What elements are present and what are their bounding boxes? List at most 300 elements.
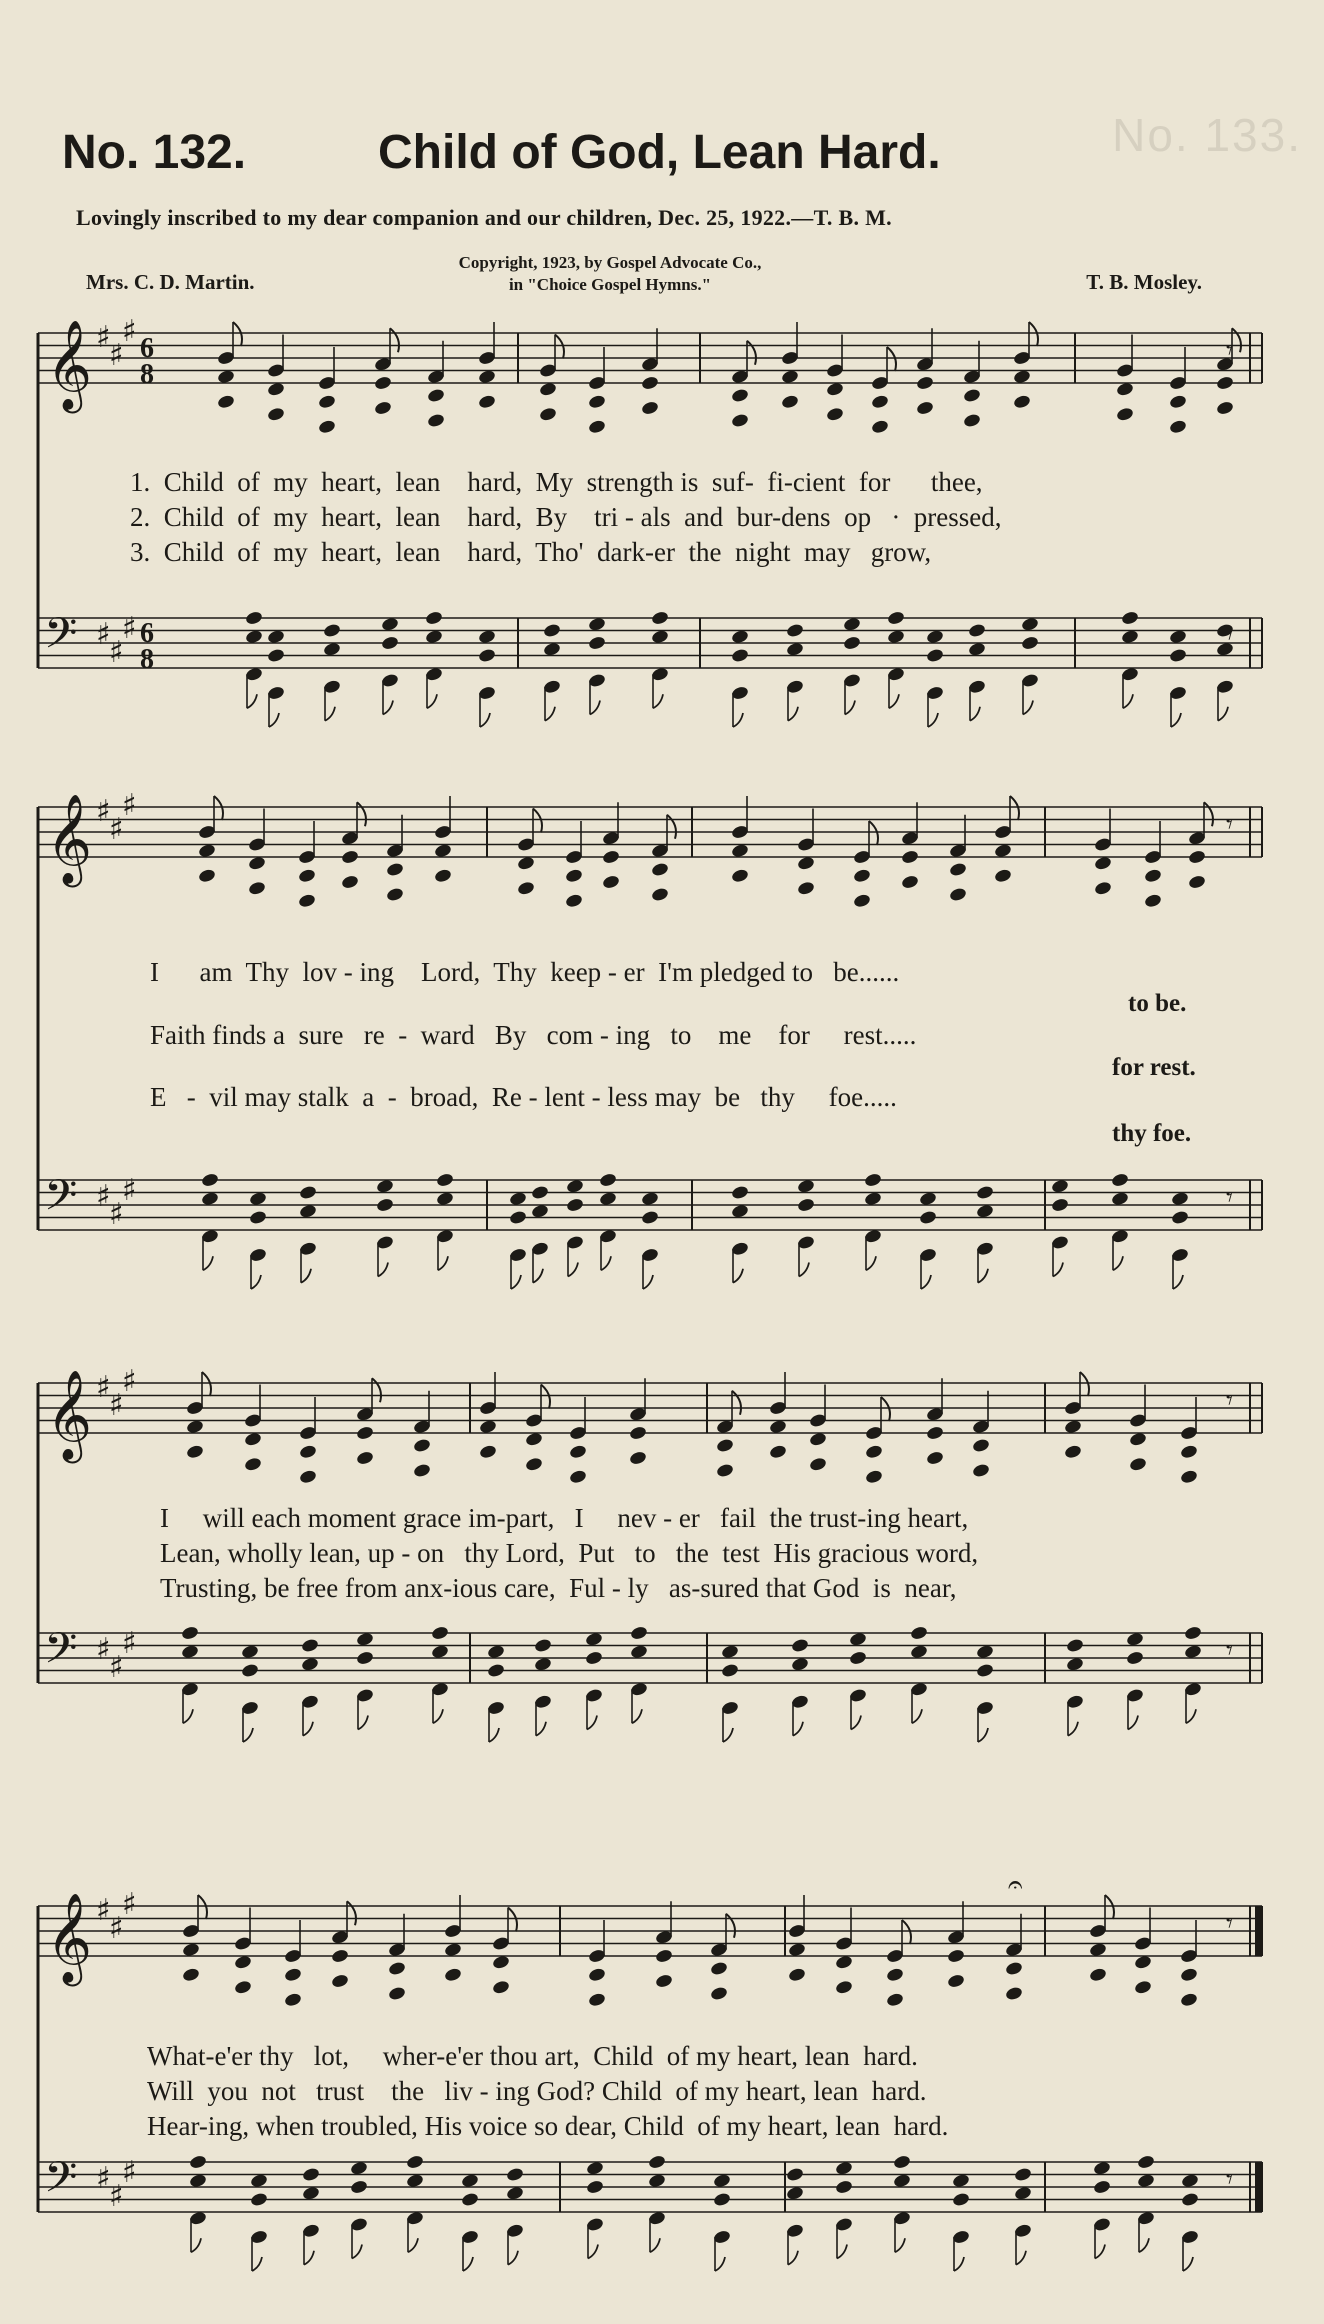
- note-head: [791, 1638, 810, 1654]
- lyric-line: 1. Child of my heart, lean hard, My strength is suf- fi-cient for thee,: [130, 467, 983, 497]
- note-flag: [191, 2238, 201, 2252]
- note-head: [201, 1172, 220, 1188]
- note-head: [602, 849, 621, 865]
- note-flag: [788, 707, 798, 721]
- note-head: [949, 862, 968, 878]
- note-head: [1180, 1967, 1199, 1983]
- note-head: [1005, 1961, 1024, 1977]
- note-flag: [845, 701, 855, 715]
- note-flag: [726, 1914, 735, 1938]
- note-flag: [632, 1709, 642, 1723]
- note-flag: [895, 2238, 905, 2252]
- fermata-icon: 𝄐: [1008, 1870, 1023, 1900]
- note-flag: [715, 2257, 725, 2271]
- note-head: [298, 868, 317, 884]
- note-head: [543, 623, 562, 639]
- key-signature-sharp: ♯: [122, 1364, 137, 1399]
- author-credit: T. B. Mosley.: [1086, 270, 1202, 294]
- note-flag: [732, 1391, 741, 1415]
- eighth-rest: 𝄾: [1226, 1183, 1233, 1213]
- note-head: [910, 1625, 929, 1641]
- note-head: [786, 623, 805, 639]
- note-head: [731, 868, 750, 884]
- note-flag: [533, 809, 542, 833]
- eighth-rest: 𝄾: [1226, 1636, 1233, 1666]
- note-head: [901, 849, 920, 865]
- note-head: [1184, 1625, 1203, 1641]
- bass-clef: 𝄢: [44, 1624, 78, 1684]
- note-head: [781, 394, 800, 410]
- note-flag: [352, 2245, 362, 2259]
- note-head: [721, 1663, 740, 1679]
- note-head: [588, 1967, 607, 1983]
- note-head: [427, 413, 446, 429]
- note-head: [916, 375, 935, 391]
- note-flag: [1139, 2238, 1149, 2252]
- note-head: [189, 2154, 208, 2170]
- note-flag: [427, 694, 437, 708]
- note-head: [1180, 1992, 1199, 2008]
- copyright-line-1: Copyright, 1923, by Gospel Advocate Co.,: [458, 253, 762, 272]
- note-head: [425, 610, 444, 626]
- lyric-line: Lean, wholly lean, up - on thy Lord, Put to the test His gracious word,: [160, 1538, 979, 1568]
- key-signature-sharp: ♯: [122, 611, 137, 646]
- note-flag: [536, 1722, 546, 1736]
- note-head: [376, 1197, 395, 1213]
- note-head: [947, 1973, 966, 1989]
- note-head: [350, 2179, 369, 2195]
- note-head: [413, 1438, 432, 1454]
- note-flag: [1029, 322, 1038, 346]
- note-flag: [1128, 1716, 1138, 1730]
- hymn-title: Child of God, Lean Hard.: [378, 126, 941, 179]
- note-head: [1169, 394, 1188, 410]
- note-head: [588, 394, 607, 410]
- note-flag: [372, 1378, 381, 1402]
- note-head: [388, 1986, 407, 2002]
- note-flag: [588, 2245, 598, 2259]
- note-head: [893, 2154, 912, 2170]
- note-head: [284, 1992, 303, 2008]
- note-head: [356, 1450, 375, 1466]
- lyric-line: What-e'er thy lot, wher-e'er thou art, Child of my heart, lean hard.: [147, 2041, 918, 2071]
- note-head: [864, 1172, 883, 1188]
- note-flag: [198, 1895, 207, 1919]
- note-flag: [433, 1709, 443, 1723]
- bass-clef: 𝄢: [44, 2153, 78, 2213]
- note-flag: [954, 2257, 964, 2271]
- note-head: [1169, 648, 1188, 664]
- lyric-tail: to be.: [1128, 990, 1187, 1017]
- note-flag: [1218, 707, 1228, 721]
- key-signature-sharp: ♯: [96, 320, 111, 355]
- note-flag: [970, 707, 980, 721]
- note-flag: [489, 1728, 499, 1742]
- note-head: [602, 874, 621, 890]
- note-head: [1188, 874, 1207, 890]
- note-flag: [912, 1709, 922, 1723]
- note-head: [588, 1992, 607, 2008]
- note-head: [341, 874, 360, 890]
- time-signature: 6: [140, 618, 154, 649]
- note-flag: [881, 1397, 890, 1421]
- note-flag: [303, 1722, 313, 1736]
- eighth-rest: 𝄾: [1226, 1386, 1233, 1416]
- lyric-line: Hear-ing, when troubled, His voice so dear, Child of my heart, lean hard.: [147, 2111, 949, 2141]
- note-head: [1181, 2192, 1200, 2208]
- note-head: [886, 1967, 905, 1983]
- note-flag: [851, 1716, 861, 1730]
- composer-credit: Mrs. C. D. Martin.: [86, 270, 255, 294]
- note-flag: [928, 713, 938, 727]
- note-head: [1129, 1456, 1148, 1472]
- note-head: [871, 419, 890, 435]
- note-head: [1171, 1210, 1190, 1226]
- note-flag: [1016, 2251, 1026, 2265]
- note-head: [853, 868, 872, 884]
- note-head: [1093, 2179, 1112, 2195]
- note-head: [731, 1185, 750, 1201]
- lyric-line: Faith finds a sure re - ward By com - ing to me for rest.....: [150, 1020, 917, 1050]
- note-head: [331, 1948, 350, 1964]
- note-flag: [202, 1372, 211, 1396]
- note-flag: [408, 2238, 418, 2252]
- note-head: [569, 1469, 588, 1485]
- note-head: [1051, 1197, 1070, 1213]
- note-head: [479, 1444, 498, 1460]
- note-flag: [799, 1263, 809, 1277]
- note-head: [565, 893, 584, 909]
- note-head: [241, 1663, 260, 1679]
- note-head: [198, 868, 217, 884]
- note-head: [731, 648, 750, 664]
- time-signature: 8: [140, 644, 154, 675]
- note-flag: [545, 707, 555, 721]
- note-flag: [252, 2257, 262, 2271]
- key-signature-sharp: ♯: [96, 1370, 111, 1405]
- note-head: [323, 623, 342, 639]
- key-signature-sharp: ♯: [109, 1388, 124, 1423]
- lyric-tail: thy foe.: [1112, 1120, 1192, 1147]
- note-flag: [1080, 1372, 1089, 1396]
- key-signature-sharp: ♯: [109, 812, 124, 847]
- note-head: [599, 1172, 618, 1188]
- note-flag: [347, 1901, 356, 1925]
- note-head: [641, 1210, 660, 1226]
- bass-clef: 𝄢: [44, 1171, 78, 1231]
- note-head: [849, 1650, 868, 1666]
- note-head: [926, 1425, 945, 1441]
- note-head: [539, 406, 558, 422]
- copyright-line-2: in "Choice Gospel Hymns.": [508, 275, 712, 294]
- note-head: [1005, 1986, 1024, 2002]
- note-head: [427, 388, 446, 404]
- treble-clef: 𝄞: [46, 1893, 93, 1983]
- note-head: [651, 887, 670, 903]
- note-flag: [1053, 1263, 1063, 1277]
- note-head: [651, 862, 670, 878]
- note-flag: [1095, 2245, 1105, 2259]
- note-head: [968, 623, 987, 639]
- key-signature-sharp: ♯: [122, 314, 137, 349]
- note-head: [374, 400, 393, 416]
- note-flag: [214, 796, 223, 820]
- note-flag: [511, 1275, 521, 1289]
- note-head: [569, 1444, 588, 1460]
- note-head: [916, 400, 935, 416]
- note-head: [299, 1444, 318, 1460]
- note-head: [341, 849, 360, 865]
- note-head: [250, 2192, 269, 2208]
- lyric-line: 3. Child of my heart, lean hard, Tho' dark-er the night may grow,: [130, 537, 932, 567]
- key-signature-sharp: ♯: [96, 617, 111, 652]
- note-head: [566, 1197, 585, 1213]
- note-head: [586, 2179, 605, 2195]
- note-flag: [1186, 1709, 1196, 1723]
- note-head: [506, 2167, 525, 2183]
- note-flag: [247, 694, 257, 708]
- note-head: [1126, 1650, 1145, 1666]
- note-head: [1180, 1444, 1199, 1460]
- note-head: [716, 1463, 735, 1479]
- note-head: [655, 1973, 674, 1989]
- note-flag: [269, 713, 279, 727]
- note-flag: [251, 1275, 261, 1289]
- note-flag: [869, 821, 878, 845]
- note-head: [1013, 394, 1032, 410]
- note-head: [731, 413, 750, 429]
- lyric-line: I am Thy lov - ing Lord, Thy keep - er I'm pledged to be......: [150, 957, 900, 987]
- note-flag: [1068, 1722, 1078, 1736]
- note-flag: [747, 341, 756, 365]
- note-head: [244, 1456, 263, 1472]
- note-flag: [887, 347, 896, 371]
- note-flag: [653, 694, 663, 708]
- key-signature-sharp: ♯: [109, 2179, 124, 2214]
- note-head: [1094, 880, 1113, 896]
- note-flag: [788, 2251, 798, 2265]
- note-flag: [243, 1728, 253, 1742]
- note-head: [284, 1967, 303, 1983]
- note-flag: [733, 1269, 743, 1283]
- note-head: [901, 874, 920, 890]
- note-flag: [902, 1920, 911, 1944]
- note-head: [245, 610, 264, 626]
- note-flag: [358, 1716, 368, 1730]
- note-head: [356, 1650, 375, 1666]
- note-flag: [1171, 713, 1181, 727]
- note-flag: [325, 707, 335, 721]
- note-head: [565, 868, 584, 884]
- note-head: [1064, 1444, 1083, 1460]
- note-head: [648, 2154, 667, 2170]
- lyric-line: Will you not trust the liv - ing God? Child of my heart, lean hard.: [147, 2076, 927, 2106]
- note-flag: [667, 815, 676, 839]
- key-signature-sharp: ♯: [96, 1632, 111, 1667]
- lyric-line: E - vil may stalk a - broad, Re - lent - less may be thy foe.....: [150, 1082, 897, 1112]
- note-head: [478, 394, 497, 410]
- note-head: [1021, 635, 1040, 651]
- note-head: [492, 1979, 511, 1995]
- note-flag: [203, 1256, 213, 1270]
- note-flag: [889, 694, 899, 708]
- note-head: [1180, 1469, 1199, 1485]
- key-signature-sharp: ♯: [96, 1893, 111, 1928]
- treble-clef: 𝄞: [46, 1370, 93, 1460]
- note-head: [731, 388, 750, 404]
- note-head: [710, 1961, 729, 1977]
- note-head: [434, 868, 453, 884]
- final-barline: [1255, 2162, 1262, 2212]
- note-head: [318, 419, 337, 435]
- note-head: [797, 880, 816, 896]
- note-head: [509, 1210, 528, 1226]
- note-flag: [1105, 1895, 1114, 1919]
- note-flag: [1023, 701, 1033, 715]
- note-head: [182, 1967, 201, 1983]
- note-head: [976, 1663, 995, 1679]
- note-flag: [1232, 328, 1241, 352]
- lyric-line: 2. Child of my heart, lean hard, By tri - als and bur-dens op · pressed,: [130, 502, 1002, 532]
- key-signature-sharp: ♯: [109, 1911, 124, 1946]
- note-head: [919, 1210, 938, 1226]
- note-flag: [568, 1263, 578, 1277]
- note-head: [1134, 1979, 1153, 1995]
- key-signature-sharp: ♯: [96, 1179, 111, 1214]
- key-signature-sharp: ♯: [122, 2155, 137, 2190]
- note-head: [386, 862, 405, 878]
- note-head: [655, 1948, 674, 1964]
- note-head: [444, 1967, 463, 1983]
- key-signature-sharp: ♯: [109, 1650, 124, 1685]
- note-head: [809, 1456, 828, 1472]
- note-head: [1216, 400, 1235, 416]
- note-head: [797, 1197, 816, 1213]
- note-flag: [723, 1728, 733, 1742]
- eighth-rest: 𝄾: [1226, 1909, 1233, 1939]
- note-flag: [555, 335, 564, 359]
- note-flag: [643, 1275, 653, 1289]
- note-head: [413, 1463, 432, 1479]
- note-head: [629, 1425, 648, 1441]
- note-head: [248, 880, 267, 896]
- note-head: [972, 1438, 991, 1454]
- note-flag: [866, 1256, 876, 1270]
- final-barline: [1255, 1906, 1262, 1956]
- note-head: [267, 406, 286, 422]
- note-flag: [733, 713, 743, 727]
- note-head: [786, 2167, 805, 2183]
- note-head: [1116, 406, 1135, 422]
- time-signature: 6: [140, 333, 154, 364]
- note-head: [531, 1185, 550, 1201]
- note-flag: [533, 1269, 543, 1283]
- eighth-rest: 𝄾: [1226, 621, 1233, 651]
- note-head: [835, 1979, 854, 1995]
- note-head: [525, 1456, 544, 1472]
- note-head: [386, 887, 405, 903]
- eighth-rest: 𝄾: [1226, 810, 1233, 840]
- note-head: [298, 893, 317, 909]
- note-flag: [650, 2238, 660, 2252]
- dedication: Lovingly inscribed to my dear companion and our children, Dec. 25, 1922.—T. B. M.: [76, 205, 892, 230]
- note-flag: [978, 1728, 988, 1742]
- note-head: [947, 1948, 966, 1964]
- note-head: [843, 635, 862, 651]
- note-flag: [601, 1256, 611, 1270]
- note-head: [487, 1663, 506, 1679]
- note-head: [1144, 893, 1163, 909]
- note-flag: [587, 1716, 597, 1730]
- note-head: [769, 1444, 788, 1460]
- note-flag: [233, 322, 242, 346]
- note-head: [826, 406, 845, 422]
- note-flag: [438, 1256, 448, 1270]
- hymn-number: No. 132.: [62, 126, 247, 179]
- key-signature-sharp: ♯: [109, 635, 124, 670]
- note-head: [585, 1650, 604, 1666]
- note-flag: [378, 1263, 388, 1277]
- note-head: [436, 1172, 455, 1188]
- note-head: [788, 1967, 807, 1983]
- note-flag: [463, 2257, 473, 2271]
- note-flag: [921, 1275, 931, 1289]
- note-head: [629, 1450, 648, 1466]
- lyric-line: Trusting, be free from anx-ious care, Ful - ly as-sured that God is near,: [160, 1573, 957, 1603]
- note-head: [1111, 1172, 1130, 1188]
- key-signature-sharp: ♯: [122, 1626, 137, 1661]
- note-head: [381, 635, 400, 651]
- note-head: [478, 648, 497, 664]
- note-head: [641, 375, 660, 391]
- note-flag: [541, 1385, 550, 1409]
- note-flag: [1113, 1256, 1123, 1270]
- note-head: [963, 388, 982, 404]
- treble-clef: 𝄞: [46, 320, 93, 410]
- note-head: [630, 1625, 649, 1641]
- note-head: [1121, 610, 1140, 626]
- note-head: [249, 1210, 268, 1226]
- note-head: [331, 1973, 350, 1989]
- note-head: [186, 1444, 205, 1460]
- note-head: [299, 1185, 318, 1201]
- note-head: [886, 1992, 905, 2008]
- note-head: [406, 2154, 425, 2170]
- note-head: [1066, 1638, 1085, 1654]
- note-head: [431, 1625, 450, 1641]
- note-head: [713, 2192, 732, 2208]
- note-head: [1137, 2154, 1156, 2170]
- note-head: [299, 1469, 318, 1485]
- note-head: [302, 2167, 321, 2183]
- note-flag: [837, 2245, 847, 2259]
- note-head: [952, 2192, 971, 2208]
- key-signature-sharp: ♯: [109, 338, 124, 373]
- note-head: [1188, 849, 1207, 865]
- eighth-rest: 𝄾: [1226, 2165, 1233, 2195]
- note-head: [1014, 2167, 1033, 2183]
- time-signature: 8: [140, 359, 154, 390]
- note-head: [949, 887, 968, 903]
- note-flag: [357, 802, 366, 826]
- lyric-tail: for rest.: [1112, 1054, 1196, 1081]
- note-head: [318, 394, 337, 410]
- note-head: [976, 1185, 995, 1201]
- note-flag: [480, 713, 490, 727]
- note-head: [716, 1438, 735, 1454]
- note-head: [1216, 375, 1235, 391]
- note-flag: [1010, 796, 1019, 820]
